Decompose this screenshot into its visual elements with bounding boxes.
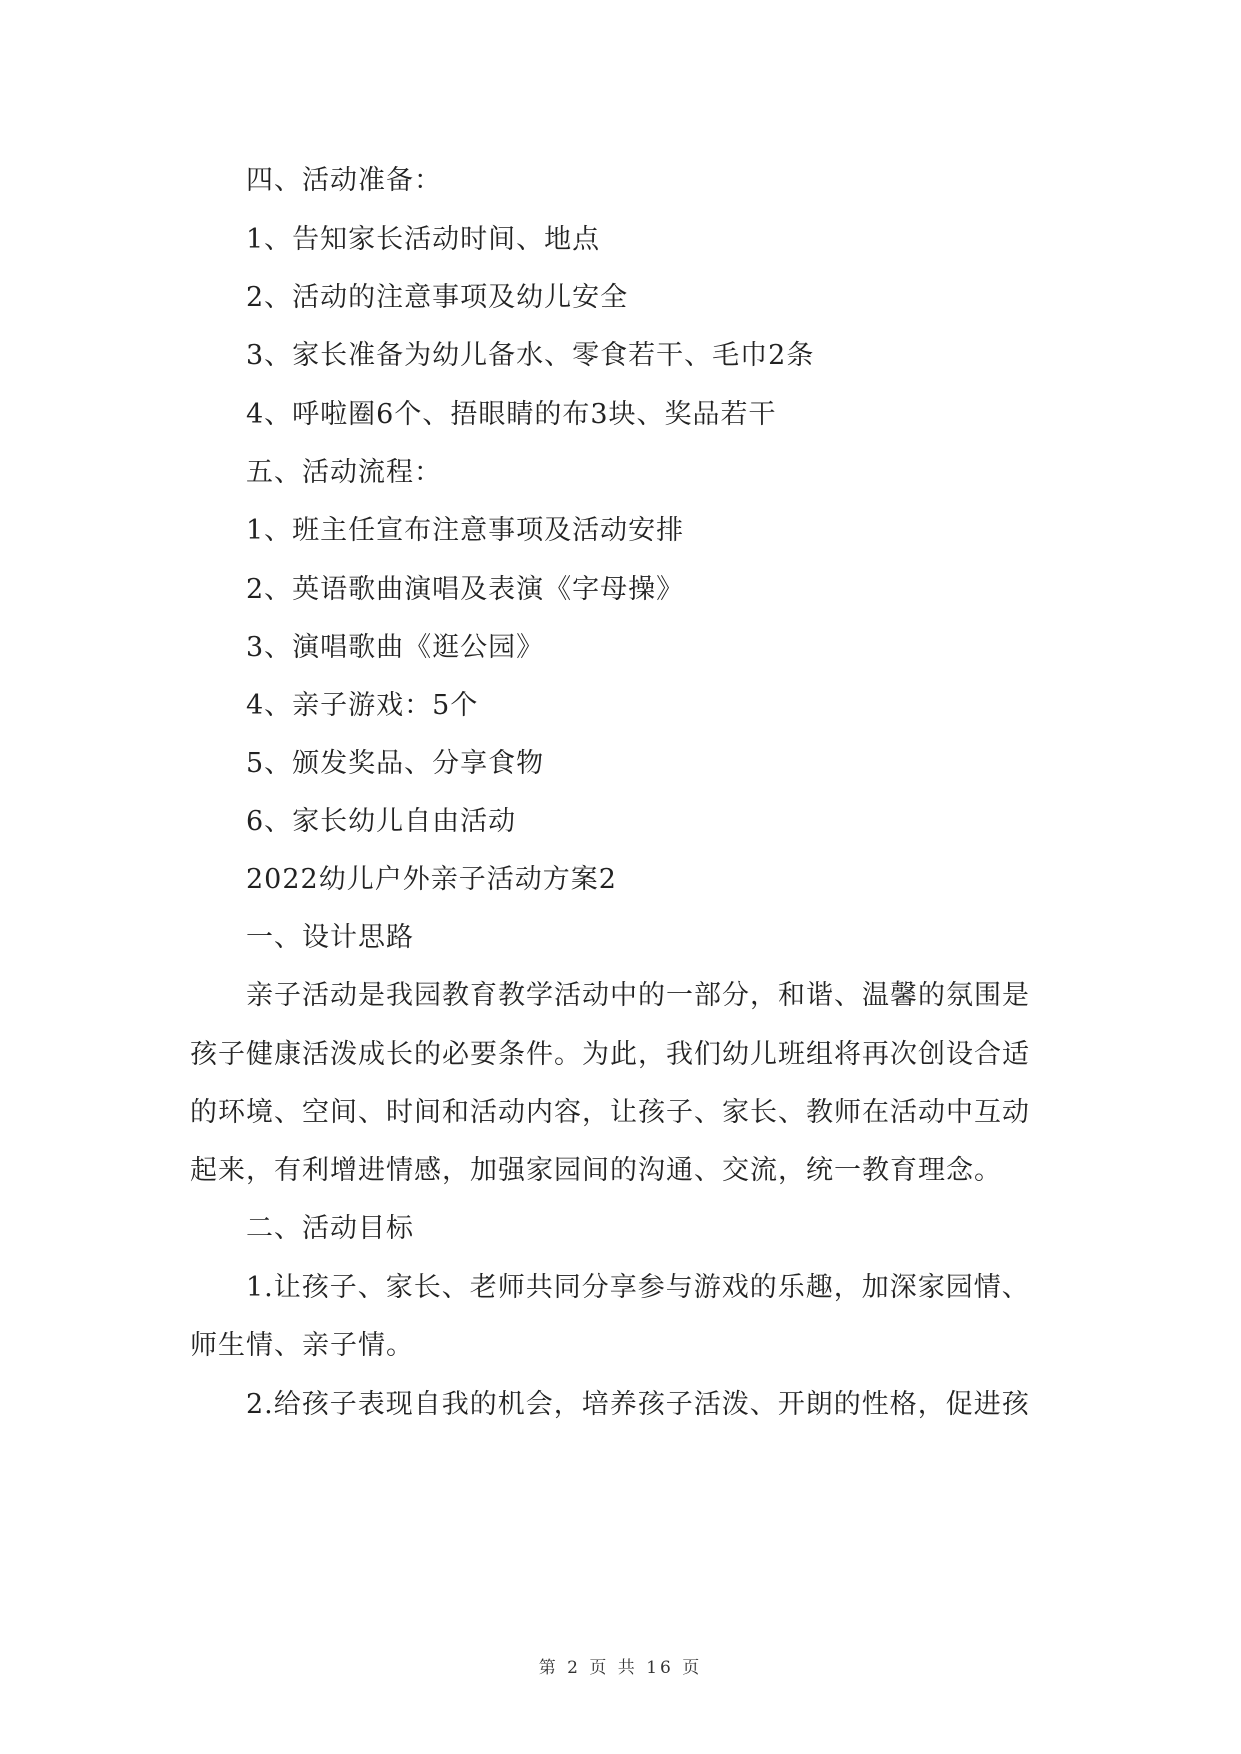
footer-total-pages: 16 xyxy=(646,1658,674,1678)
list-item: 1、告知家长活动时间、地点 xyxy=(246,224,601,255)
paragraph-line: 孩子健康活泼成长的必要条件。为此，我们幼儿班组将再次创设合适 xyxy=(190,1039,1030,1070)
list-item: 3、家长准备为幼儿备水、零食若干、毛巾2条 xyxy=(246,340,815,371)
footer-suffix: 页 xyxy=(682,1658,703,1678)
list-item: 6、家长幼儿自由活动 xyxy=(246,806,517,837)
paragraph-line: 1.让孩子、家长、老师共同分享参与游戏的乐趣，加深家园情、 xyxy=(246,1272,1030,1303)
paragraph-line: 师生情、亲子情。 xyxy=(190,1330,414,1361)
section-heading-preparation: 四、活动准备： xyxy=(246,165,442,196)
paragraph-line: 的环境、空间、时间和活动内容，让孩子、家长、教师在活动中互动 xyxy=(190,1097,1030,1128)
footer-page-number: 2 xyxy=(567,1658,581,1678)
paragraph-line: 亲子活动是我园教育教学活动中的一部分，和谐、温馨的氛围是 xyxy=(246,980,1030,1011)
section-heading-process: 五、活动流程： xyxy=(246,457,442,488)
list-item: 2、活动的注意事项及幼儿安全 xyxy=(246,282,629,313)
footer-middle: 页 共 xyxy=(589,1658,638,1678)
paragraph-line: 起来，有利增进情感，加强家园间的沟通、交流，统一教育理念。 xyxy=(190,1155,1002,1186)
page-footer xyxy=(0,1656,1241,1680)
paragraph-line: 2.给孩子表现自我的机会，培养孩子活泼、开朗的性格，促进孩 xyxy=(246,1389,1030,1420)
section-heading-goals: 二、活动目标 xyxy=(246,1213,414,1244)
section-heading-design: 一、设计思路 xyxy=(246,922,414,953)
list-item: 1、班主任宣布注意事项及活动安排 xyxy=(246,515,685,546)
plan-title: 2022幼儿户外亲子活动方案2 xyxy=(246,864,617,895)
list-item: 5、颁发奖品、分享食物 xyxy=(246,748,545,779)
list-item: 2、英语歌曲演唱及表演《字母操》 xyxy=(246,574,685,605)
list-item: 4、亲子游戏：5个 xyxy=(246,690,479,721)
footer-prefix: 第 xyxy=(538,1658,559,1678)
list-item: 4、呼啦圈6个、捂眼睛的布3块、奖品若干 xyxy=(246,399,777,430)
list-item: 3、演唱歌曲《逛公园》 xyxy=(246,632,545,663)
